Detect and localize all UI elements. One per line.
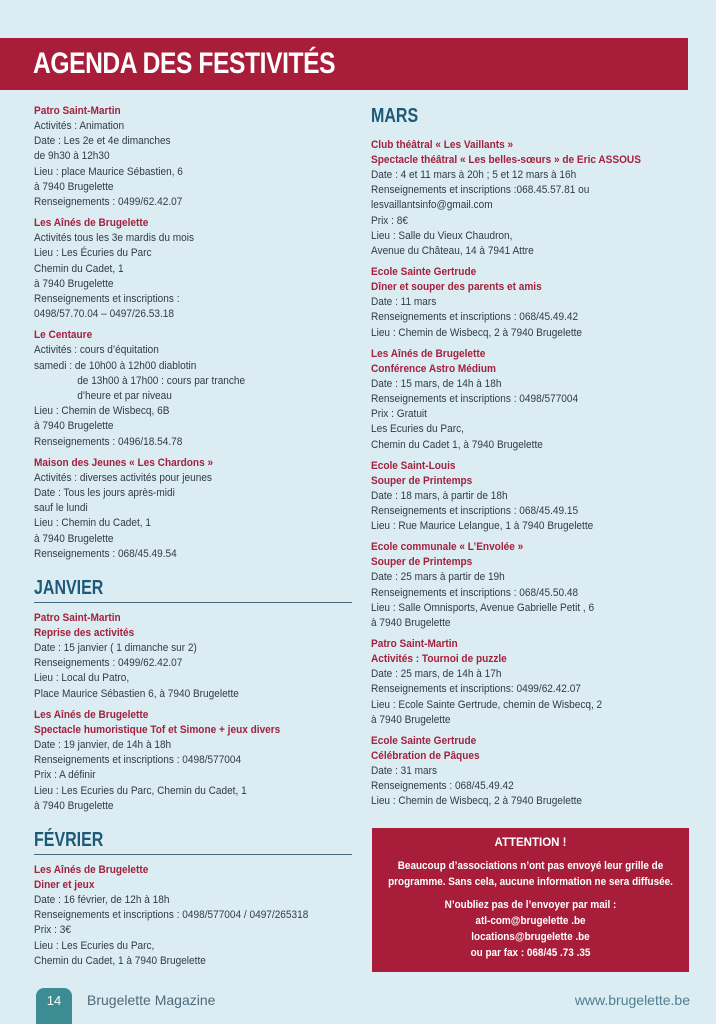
- agenda-entry: [34, 708, 352, 814]
- entry-organizer: Les Aînés de Brugelette: [34, 708, 149, 721]
- entry-detail: Prix : Gratuit: [371, 408, 427, 421]
- entry-detail: Date : 15 janvier ( 1 dimanche sur 2): [34, 642, 197, 655]
- attention-paragraph-1: [372, 858, 689, 890]
- entry-detail: Activités : diverses activités pour jeunes: [34, 471, 212, 484]
- entry-event-title: Dîner et souper des parents et amis: [371, 281, 542, 294]
- entry-detail: à 7940 Brugelette: [371, 617, 451, 630]
- entry-detail: à 7940 Brugelette: [371, 713, 451, 726]
- entry-detail: Renseignements et inscriptions: 0499/62.42.07: [371, 683, 581, 696]
- agenda-entry: [34, 104, 352, 210]
- entry-detail: Avenue du Château, 14 à 7941 Attre: [371, 245, 534, 258]
- entry-detail: Lieu : Les Ecuries du Parc, Chemin du Cadet, 1: [34, 784, 247, 797]
- entry-organizer: Les Aînés de Brugelette: [371, 347, 486, 360]
- entry-detail: Lieu : Chemin du Cadet, 1: [34, 517, 151, 530]
- entry-detail: Chemin du Cadet, 1: [34, 262, 124, 275]
- agenda-entry: [34, 611, 352, 702]
- entry-organizer: Les Aînés de Brugelette: [34, 217, 149, 230]
- entry-detail: d’heure et par niveau: [77, 390, 172, 403]
- entry-detail: Renseignements et inscriptions : 068/45.49.42: [371, 311, 579, 324]
- entry-detail: Date : 18 mars, à partir de 18h: [371, 489, 508, 502]
- agenda-entry: [34, 328, 352, 449]
- entry-event-title: Spectacle théâtral « Les belles-sœurs » de Eric ASSOUS: [371, 154, 641, 166]
- attention-line: Beaucoup d’associations n’ont pas envoyé leur grille de: [397, 860, 664, 872]
- attention-line: programme. Sans cela, aucune information ne sera diffusée.: [388, 876, 673, 888]
- agenda-entry: [371, 637, 689, 728]
- entry-detail: Lieu : Chemin de Wisbecq, 2 à 7940 Brugelette: [371, 326, 583, 339]
- agenda-entry: [371, 138, 689, 259]
- entry-detail: Date : Tous les jours après-midi: [34, 487, 175, 500]
- entry-detail: Activités : cours d’équitation: [34, 344, 159, 357]
- entry-event-title: Reprise des activités: [34, 627, 135, 640]
- agenda-entry: [34, 216, 352, 322]
- entry-detail: Activités : Animation: [34, 120, 125, 132]
- agenda-entry: [34, 863, 352, 969]
- agenda-entry: [371, 459, 689, 535]
- agenda-entry: [371, 540, 689, 631]
- section-title-janvier: JANVIER: [34, 577, 104, 600]
- entry-detail: Lieu : Ecole Sainte Gertrude, chemin de Wisbecq, 2: [371, 698, 603, 711]
- entry-detail: Date : 15 mars, de 14h à 18h: [371, 377, 502, 390]
- attention-line: ou par fax : 068/45 .73 .35: [470, 947, 591, 959]
- entry-detail: Lieu : Les Écuries du Parc: [34, 247, 152, 260]
- entry-detail: Renseignements et inscriptions : 0498/577004: [34, 754, 242, 767]
- entry-detail: Date : 16 février, de 12h à 18h: [34, 893, 170, 906]
- entry-organizer: Patro Saint-Martin: [371, 638, 458, 651]
- entry-detail: à 7940 Brugelette: [34, 532, 114, 545]
- entry-event-title: Célébration de Pâques: [371, 750, 480, 763]
- entry-detail: lesvaillantsinfo@gmail.com: [371, 199, 493, 212]
- entry-detail: Chemin du Cadet, 1 à 7940 Brugelette: [34, 954, 206, 967]
- entry-detail: à 7940 Brugelette: [34, 799, 114, 812]
- entry-detail: à 7940 Brugelette: [34, 180, 114, 193]
- entry-detail: Lieu : place Maurice Sébastien, 6: [34, 165, 183, 178]
- entry-detail: à 7940 Brugelette: [34, 277, 114, 290]
- entry-organizer: Maison des Jeunes « Les Chardons »: [34, 456, 214, 469]
- entry-detail: de 13h00 à 17h00 : cours par tranche: [77, 374, 246, 387]
- agenda-entry: [371, 734, 689, 810]
- website-link[interactable]: www.brugelette.be: [574, 992, 690, 1008]
- left-column: [34, 104, 352, 975]
- attention-paragraph-2: [372, 897, 689, 961]
- agenda-entry: [34, 456, 352, 562]
- section-mars: [371, 104, 689, 130]
- entry-event-title: Conférence Astro Médium: [371, 362, 496, 375]
- section-fevrier: [34, 828, 352, 855]
- entry-detail: Place Maurice Sébastien 6, à 7940 Brugelette: [34, 687, 239, 700]
- entry-detail: Les Ecuries du Parc,: [371, 423, 464, 436]
- entry-detail: Renseignements : 068/45.49.54: [34, 547, 177, 560]
- entry-detail: 0498/57.70.04 – 0497/26.53.18: [34, 308, 174, 321]
- entry-detail: Lieu : Salle Omnisports, Avenue Gabrielle Petit , 6: [371, 601, 595, 614]
- entry-detail: Renseignements et inscriptions : 068/45.50.48: [371, 586, 579, 599]
- entry-detail: Prix : 8€: [371, 214, 408, 227]
- entries-fevrier: [34, 863, 352, 969]
- entries-mars: [371, 138, 689, 810]
- entry-detail: Lieu : Salle du Vieux Chaudron,: [371, 229, 513, 242]
- entries-general: [34, 104, 352, 562]
- page-number: 14: [36, 988, 72, 1024]
- entry-detail: Date : Les 2e et 4e dimanches: [34, 135, 171, 148]
- entry-detail: Date : 11 mars: [371, 296, 437, 309]
- attention-box: [372, 828, 689, 972]
- entry-detail: Lieu : Local du Patro,: [34, 672, 130, 685]
- entry-detail: samedi : de 10h00 à 12h00 diablotin: [34, 359, 197, 372]
- section-title-mars: MARS: [371, 105, 419, 127]
- entry-detail: Activités tous les 3e mardis du mois: [34, 232, 195, 245]
- entry-organizer: Club théâtral « Les Vaillants »: [371, 139, 514, 151]
- entry-detail: Prix : A définir: [34, 769, 96, 782]
- right-column: [371, 104, 689, 816]
- entry-detail: Date : 4 et 11 mars à 20h ; 5 et 12 mars à 16h: [371, 169, 577, 181]
- entry-organizer: Ecole Saint-Louis: [371, 459, 456, 472]
- agenda-entry: [371, 265, 689, 341]
- entry-detail: Renseignements et inscriptions :: [34, 293, 180, 306]
- entry-organizer: Le Centaure: [34, 329, 93, 342]
- entry-detail: Lieu : Chemin de Wisbecq, 6B: [34, 405, 170, 418]
- entry-organizer: Les Aînés de Brugelette: [34, 863, 149, 876]
- entry-organizer: Ecole Sainte Gertrude: [371, 735, 477, 748]
- entry-organizer: Ecole Sainte Gertrude: [371, 266, 477, 279]
- entry-detail: Renseignements et inscriptions : 0498/577004: [371, 393, 579, 406]
- entry-event-title: Spectacle humoristique Tof et Simone + jeux divers: [34, 723, 281, 736]
- entry-detail: de 9h30 à 12h30: [34, 150, 110, 163]
- attention-line: locations@brugelette .be: [471, 931, 590, 943]
- attention-title: ATTENTION !: [494, 837, 567, 849]
- entry-detail: Renseignements : 0496/18.54.78: [34, 435, 183, 448]
- entry-detail: Date : 19 janvier, de 14h à 18h: [34, 738, 172, 751]
- entry-organizer: Patro Saint-Martin: [34, 105, 121, 117]
- entries-janvier: [34, 611, 352, 814]
- entry-detail: Renseignements : 0499/62.42.07: [34, 657, 183, 670]
- entry-detail: Renseignements et inscriptions : 0498/577004 / 0497/265318: [34, 909, 309, 922]
- entry-event-title: Diner et jeux: [34, 878, 95, 891]
- entry-detail: Prix : 3€: [34, 924, 71, 937]
- page-title: AGENDA DES FESTIVITÉS: [33, 47, 336, 80]
- entry-detail: Renseignements : 0499/62.42.07: [34, 196, 183, 209]
- entry-detail: Lieu : Les Ecuries du Parc,: [34, 939, 155, 952]
- magazine-name: Brugelette Magazine: [87, 992, 216, 1008]
- entry-detail: Date : 25 mars, de 14h à 17h: [371, 668, 502, 681]
- attention-line: N’oubliez pas de l’envoyer par mail :: [444, 899, 617, 911]
- entry-event-title: Activités : Tournoi de puzzle: [371, 653, 507, 666]
- entry-detail: Lieu : Rue Maurice Lelangue, 1 à 7940 Brugelette: [371, 520, 594, 533]
- section-janvier: [34, 576, 352, 603]
- entry-detail: à 7940 Brugelette: [34, 420, 114, 433]
- entry-detail: Chemin du Cadet 1, à 7940 Brugelette: [371, 438, 543, 451]
- page-banner: [0, 38, 688, 90]
- entry-detail: sauf le lundi: [34, 502, 88, 515]
- entry-detail: Renseignements et inscriptions :068.45.57.81 ou: [371, 184, 590, 197]
- entry-organizer: Ecole communale « L’Envolée »: [371, 541, 524, 554]
- entry-detail: Renseignements : 068/45.49.42: [371, 780, 514, 793]
- section-title-fevrier: FÉVRIER: [34, 828, 104, 851]
- entry-detail: Date : 25 mars à partir de 19h: [371, 571, 505, 584]
- agenda-entry: [371, 347, 689, 453]
- entry-event-title: Souper de Printemps: [371, 556, 473, 569]
- entry-detail: Renseignements et inscriptions : 068/45.49.15: [371, 505, 579, 518]
- entry-detail: Date : 31 mars: [371, 765, 438, 778]
- entry-organizer: Patro Saint-Martin: [34, 612, 121, 625]
- entry-event-title: Souper de Printemps: [371, 474, 473, 487]
- attention-line: atl-com@brugelette .be: [475, 915, 586, 927]
- entry-detail: Lieu : Chemin de Wisbecq, 2 à 7940 Brugelette: [371, 795, 583, 808]
